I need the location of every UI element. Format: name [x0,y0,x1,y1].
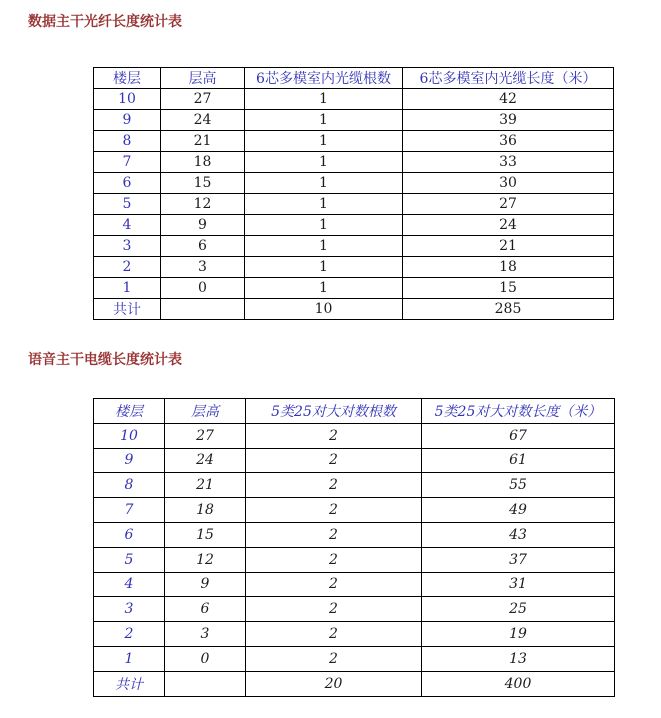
total-value-cell: 400 [422,671,615,696]
floor-cell: 2 [94,257,161,278]
floor-cell: 8 [94,473,165,498]
value-cell: 3 [165,622,246,647]
value-cell: 21 [161,131,245,152]
value-cell: 1 [245,215,403,236]
fiber-length-table [93,67,614,320]
value-cell: 15 [161,173,245,194]
fiber-table-title: 数据主干光纤长度统计表 [28,14,182,30]
floor-cell: 6 [94,522,165,547]
value-cell: 39 [403,110,614,131]
value-cell: 2 [246,597,422,622]
value-cell: 1 [245,194,403,215]
floor-cell: 10 [94,423,165,448]
floor-cell: 9 [94,448,165,473]
value-cell: 12 [161,194,245,215]
value-cell: 0 [161,278,245,299]
total-value-cell: 20 [246,671,422,696]
value-cell: 61 [422,448,615,473]
value-cell: 15 [165,522,246,547]
table-row [94,597,615,622]
table-row [94,257,614,278]
value-cell: 13 [422,646,615,671]
column-header: 6芯多模室内光缆长度（米） [403,68,614,89]
value-cell: 36 [403,131,614,152]
value-cell: 21 [403,236,614,257]
value-cell: 49 [422,498,615,523]
header-row [94,68,614,89]
value-cell: 24 [161,110,245,131]
table-row [94,194,614,215]
value-cell: 19 [422,622,615,647]
value-cell: 31 [422,572,615,597]
value-cell: 2 [246,622,422,647]
table-row [94,278,614,299]
table-row [94,522,615,547]
value-cell: 27 [403,194,614,215]
floor-cell: 4 [94,215,161,236]
value-cell: 2 [246,498,422,523]
column-header: 楼层 [94,68,161,89]
floor-cell: 8 [94,131,161,152]
total-value-cell [165,671,246,696]
total-label-cell: 共计 [94,671,165,696]
table-row [94,448,615,473]
column-header: 5类25对大对数长度（米） [422,399,615,424]
value-cell: 9 [165,572,246,597]
value-cell: 2 [246,646,422,671]
table-row [94,215,614,236]
table-row [94,89,614,110]
table-row [94,423,615,448]
value-cell: 24 [165,448,246,473]
floor-cell: 9 [94,110,161,131]
value-cell: 27 [161,89,245,110]
value-cell: 18 [161,152,245,173]
value-cell: 12 [165,547,246,572]
table-row [94,236,614,257]
value-cell: 21 [165,473,246,498]
value-cell: 6 [161,236,245,257]
floor-cell: 6 [94,173,161,194]
value-cell: 24 [403,215,614,236]
value-cell: 18 [403,257,614,278]
value-cell: 2 [246,572,422,597]
floor-cell: 5 [94,194,161,215]
table-row [94,473,615,498]
value-cell: 30 [403,173,614,194]
total-row [94,299,614,320]
floor-cell: 2 [94,622,165,647]
column-header: 楼层 [94,399,165,424]
value-cell: 2 [246,448,422,473]
value-cell: 2 [246,473,422,498]
floor-cell: 1 [94,646,165,671]
value-cell: 42 [403,89,614,110]
value-cell: 1 [245,110,403,131]
total-label-cell: 共计 [94,299,161,320]
floor-cell: 10 [94,89,161,110]
value-cell: 33 [403,152,614,173]
table-row [94,131,614,152]
column-header: 层高 [161,68,245,89]
value-cell: 3 [161,257,245,278]
value-cell: 9 [161,215,245,236]
table-row [94,152,614,173]
total-value-cell: 285 [403,299,614,320]
value-cell: 1 [245,152,403,173]
floor-cell: 4 [94,572,165,597]
value-cell: 1 [245,173,403,194]
value-cell: 1 [245,236,403,257]
column-header: 层高 [165,399,246,424]
value-cell: 25 [422,597,615,622]
value-cell: 1 [245,89,403,110]
floor-cell: 5 [94,547,165,572]
table-row [94,572,615,597]
total-row [94,671,615,696]
table-row [94,173,614,194]
voice-table-title: 语音主干电缆长度统计表 [28,352,182,368]
floor-cell: 7 [94,498,165,523]
value-cell: 0 [165,646,246,671]
value-cell: 1 [245,257,403,278]
total-value-cell: 10 [245,299,403,320]
table-row [94,646,615,671]
table-row [94,110,614,131]
value-cell: 27 [165,423,246,448]
floor-cell: 7 [94,152,161,173]
value-cell: 2 [246,423,422,448]
floor-cell: 1 [94,278,161,299]
column-header: 5类25对大对数根数 [246,399,422,424]
value-cell: 6 [165,597,246,622]
header-row [94,399,615,424]
value-cell: 55 [422,473,615,498]
value-cell: 1 [245,131,403,152]
floor-cell: 3 [94,236,161,257]
value-cell: 1 [245,278,403,299]
value-cell: 2 [246,522,422,547]
value-cell: 15 [403,278,614,299]
column-header: 6芯多模室内光缆根数 [245,68,403,89]
table-row [94,498,615,523]
value-cell: 2 [246,547,422,572]
total-value-cell [161,299,245,320]
floor-cell: 3 [94,597,165,622]
table-row [94,547,615,572]
value-cell: 43 [422,522,615,547]
voice-cable-length-table [93,398,615,697]
value-cell: 37 [422,547,615,572]
value-cell: 18 [165,498,246,523]
value-cell: 67 [422,423,615,448]
table-row [94,622,615,647]
